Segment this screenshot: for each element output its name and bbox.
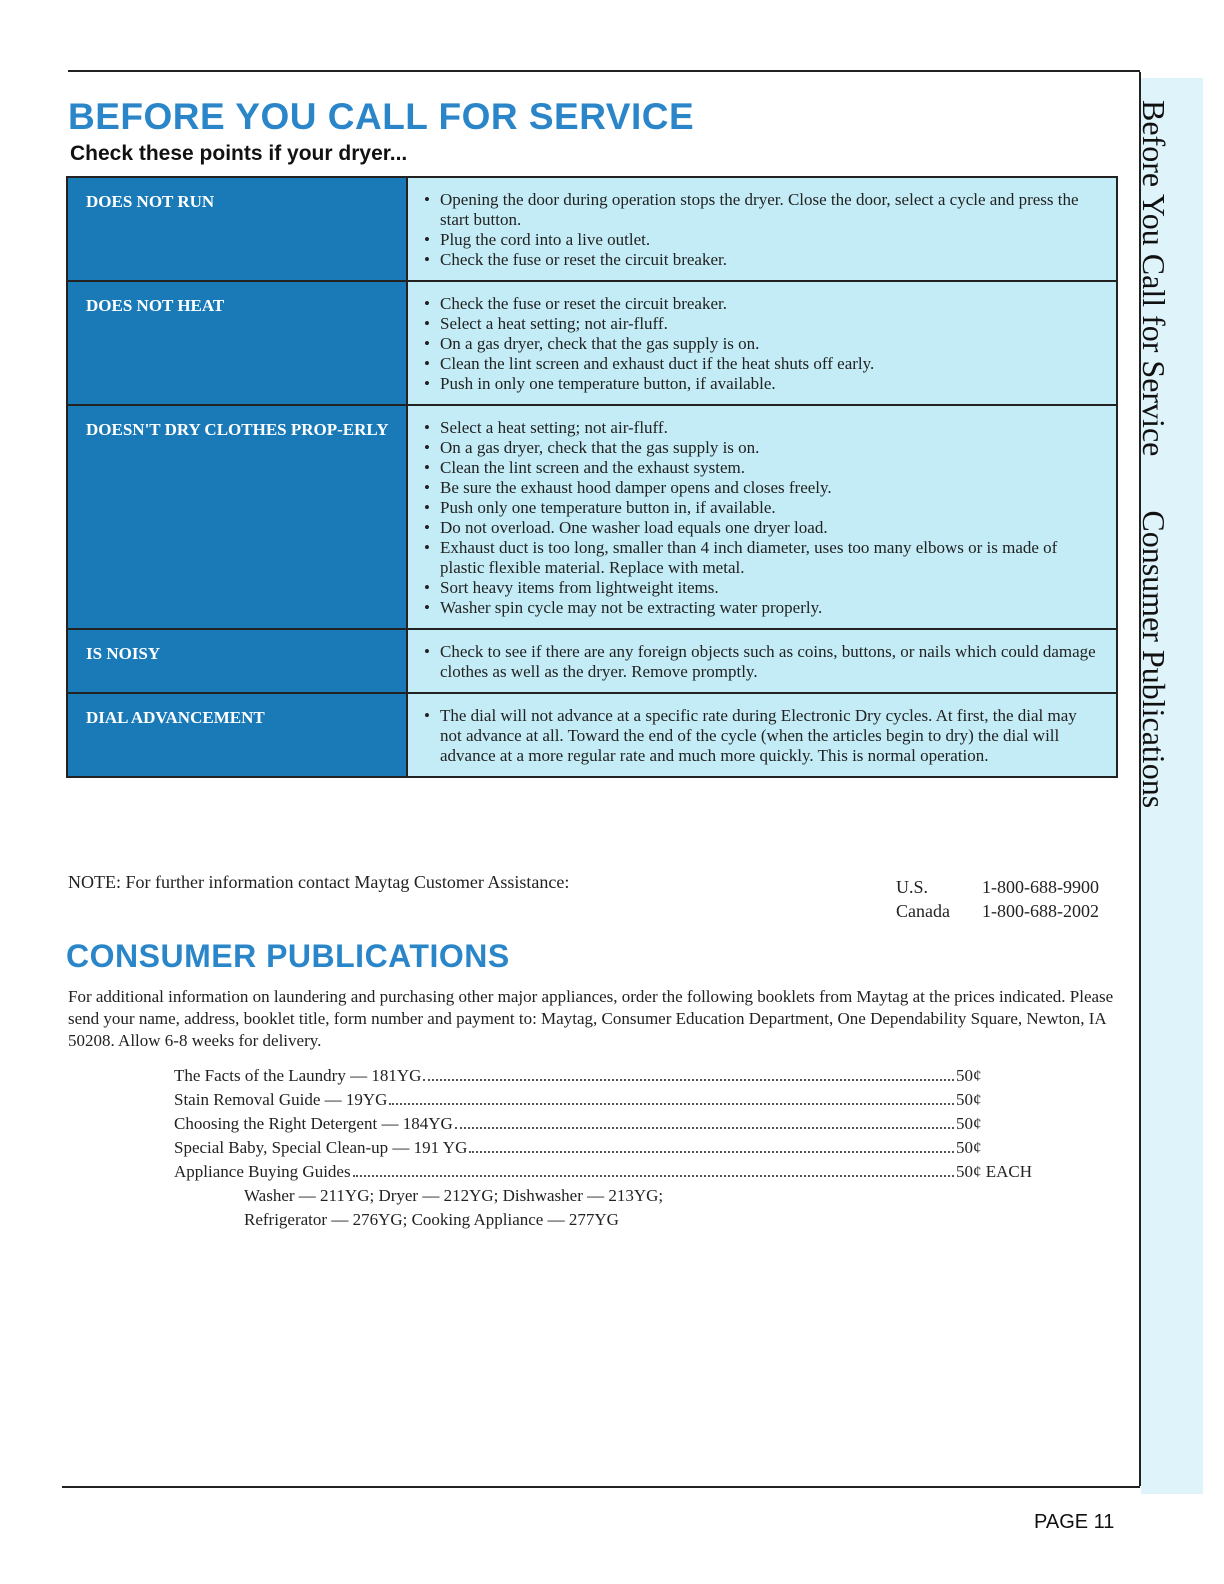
solution-item: • Exhaust duct is too long, smaller than 4 inch diameter, uses too many elbows or is made of plastic flexible material. Replace with metal.: [424, 538, 1100, 578]
problem-label: DIAL ADVANCEMENT: [68, 694, 406, 776]
solution-item: • Check the fuse or reset the circuit breaker.: [424, 294, 1100, 314]
problem-row: [68, 628, 1116, 692]
booklet-name: Choosing the Right Detergent — 184YG: [174, 1114, 453, 1133]
solution-item: • Clean the lint screen and the exhaust system.: [424, 458, 1100, 478]
problem-label: DOES NOT RUN: [68, 178, 406, 280]
booklet-name: Stain Removal Guide — 19YG: [174, 1090, 388, 1109]
solution-item: • On a gas dryer, check that the gas supply is on.: [424, 334, 1100, 354]
solution-item: • Select a heat setting; not air-fluff.: [424, 418, 1100, 438]
solution-item: • Clean the lint screen and exhaust duct if the heat shuts off early.: [424, 354, 1100, 374]
page-subtitle: Check these points if your dryer...: [70, 142, 408, 165]
phone-region: U.S.: [896, 877, 929, 897]
solution-list: [406, 178, 1116, 280]
dot-leader: [455, 1127, 954, 1129]
side-tab-label-service: Before You Call for Service: [1136, 100, 1172, 457]
booklet-name: The Facts of the Laundry — 181YG: [174, 1066, 422, 1085]
phone-number: 1-800-688-2002: [982, 901, 1099, 921]
booklet-price: 50¢: [956, 1138, 982, 1157]
dot-leader: [423, 1079, 954, 1081]
booklet-row: [174, 1136, 1054, 1160]
solution-item: • The dial will not advance at a specific rate during Electronic Dry cycles. At first, the dial may not advance at all. Toward the end of the cycle (when the articles begin to dry) the dial will advance at a more regular rate and much more quickly. This is normal operation.: [424, 706, 1100, 766]
solution-item: • Check to see if there are any foreign objects such as coins, buttons, or nails which could damage clothes as well as the dryer. Remove promptly.: [424, 642, 1100, 682]
dot-leader: [469, 1151, 954, 1153]
assistance-note: NOTE: For further information contact Maytag Customer Assistance:: [68, 872, 570, 892]
solution-item: • Be sure the exhaust hood damper opens and closes freely.: [424, 478, 1100, 498]
solution-list: [406, 694, 1116, 776]
solution-item: • Check the fuse or reset the circuit breaker.: [424, 250, 1100, 270]
booklet-row: [174, 1160, 1054, 1184]
booklet-list: [174, 1064, 1054, 1232]
solution-item: • Opening the door during operation stops the dryer. Close the door, select a cycle and press the start button.: [424, 190, 1100, 230]
bottom-rule: [62, 1486, 1140, 1488]
problem-row: [68, 178, 1116, 280]
booklet-price: 50¢: [956, 1090, 982, 1109]
booklet-price: 50¢: [956, 1066, 982, 1085]
page-title: BEFORE YOU CALL FOR SERVICE: [68, 96, 695, 137]
phone-list: [896, 875, 1099, 923]
side-tab-label: [1135, 100, 1172, 808]
booklet-name: Appliance Buying Guides: [174, 1162, 351, 1181]
solution-list: [406, 282, 1116, 404]
booklet-name: Special Baby, Special Clean-up — 191 YG: [174, 1138, 468, 1157]
phone-row-us: [896, 875, 1099, 899]
publications-intro: For additional information on laundering and purchasing other major appliances, order the following booklets from Maytag at the prices indicated. Please send your name, address, booklet title, form number and payment to: Maytag, Consumer Education Department, One Dependability Square, Newton, IA 50208. Allow 6-8 weeks for delivery.: [68, 987, 1114, 1050]
dot-leader: [389, 1103, 954, 1105]
solution-item: • Select a heat setting; not air-fluff.: [424, 314, 1100, 334]
booklet-price: 50¢ EACH: [956, 1162, 1033, 1181]
solution-item: • Do not overload. One washer load equals one dryer load.: [424, 518, 1100, 538]
solution-item: • Plug the cord into a live outlet.: [424, 230, 1100, 250]
solution-item: • Push only one temperature button in, if available.: [424, 498, 1100, 518]
problem-label: IS NOISY: [68, 630, 406, 692]
booklet-row: [174, 1088, 1054, 1112]
phone-region: Canada: [896, 901, 950, 921]
booklet-row: [174, 1112, 1054, 1136]
phone-number: 1-800-688-9900: [982, 877, 1099, 897]
solution-list: [406, 406, 1116, 628]
buying-guide-line: Washer — 211YG; Dryer — 212YG; Dishwasher — 213YG;: [244, 1186, 664, 1205]
page-number: PAGE 11: [1034, 1511, 1115, 1533]
booklet-row: [174, 1064, 1054, 1088]
solution-item: • On a gas dryer, check that the gas supply is on.: [424, 438, 1100, 458]
publications-title: CONSUMER PUBLICATIONS: [66, 938, 510, 974]
booklet-price: 50¢: [956, 1114, 982, 1133]
troubleshooting-table: [66, 176, 1118, 778]
problem-row: [68, 692, 1116, 776]
dot-leader: [353, 1175, 954, 1177]
solution-item: • Sort heavy items from lightweight items.: [424, 578, 1100, 598]
solution-item: • Push in only one temperature button, if available.: [424, 374, 1100, 394]
problem-label: DOESN'T DRY CLOTHES PROP-ERLY: [68, 406, 406, 628]
solution-item: • Washer spin cycle may not be extracting water properly.: [424, 598, 1100, 618]
buying-guide-line: Refrigerator — 276YG; Cooking Appliance — 277YG: [244, 1210, 619, 1229]
problem-row: [68, 280, 1116, 404]
phone-row-canada: [896, 899, 1099, 923]
side-tab-label-publications: Consumer Publications: [1136, 510, 1172, 809]
problem-row: [68, 404, 1116, 628]
solution-list: [406, 630, 1116, 692]
problem-label: DOES NOT HEAT: [68, 282, 406, 404]
top-rule: [68, 70, 1140, 72]
